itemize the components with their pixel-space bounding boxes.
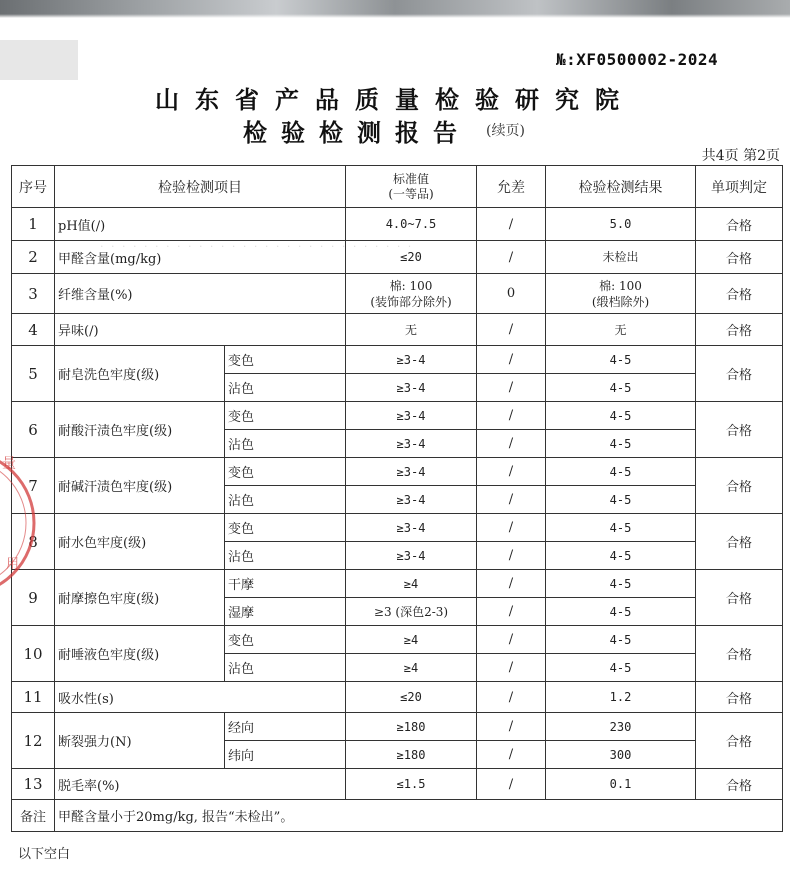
row-tolerance: / — [477, 626, 546, 654]
row-result: 4-5 — [546, 654, 696, 682]
row-result-line1: 棉: 100 — [599, 278, 642, 293]
sub-item: 变色 — [225, 346, 346, 374]
note-row — [12, 800, 783, 832]
row-item: pH值(/) — [55, 208, 346, 241]
row-standard: ≥3-4 — [346, 486, 477, 514]
svg-text:用: 用 — [6, 557, 20, 572]
table-row — [12, 682, 783, 713]
row-tolerance: / — [477, 374, 546, 402]
row-result: 4-5 — [546, 430, 696, 458]
sub-item: 变色 — [225, 514, 346, 542]
row-verdict: 合格 — [696, 570, 783, 626]
table-row — [12, 274, 783, 314]
row-item: 异味(/) — [55, 314, 346, 346]
row-tolerance: / — [477, 346, 546, 374]
row-item: 耐皂洗色牢度(级) — [55, 346, 225, 402]
row-result: 4-5 — [546, 514, 696, 542]
row-tolerance: / — [477, 741, 546, 769]
row-result: 300 — [546, 741, 696, 769]
sub-item: 变色 — [225, 626, 346, 654]
row-result: 4-5 — [546, 458, 696, 486]
row-standard: ≥3-4 — [346, 374, 477, 402]
sub-item: 沾色 — [225, 430, 346, 458]
table-row — [12, 402, 783, 430]
redacted-area — [0, 40, 78, 80]
row-standard: ≥3-4 — [346, 458, 477, 486]
row-item: 断裂强力(N) — [55, 713, 225, 769]
row-tolerance: / — [477, 402, 546, 430]
row-result: 4-5 — [546, 486, 696, 514]
row-tolerance: / — [477, 542, 546, 570]
row-result: 230 — [546, 713, 696, 741]
row-standard: ≤20 — [346, 241, 477, 274]
row-no: 2 — [12, 241, 55, 274]
row-standard: ≥180 — [346, 713, 477, 741]
row-verdict: 合格 — [696, 402, 783, 458]
sub-item: 沾色 — [225, 374, 346, 402]
row-standard-line1: 棉: 100 — [389, 278, 433, 293]
table-header-row — [12, 166, 783, 208]
row-result: 4-5 — [546, 346, 696, 374]
row-item: 吸水性(s) — [55, 682, 346, 713]
row-item: 耐摩擦色牢度(级) — [55, 570, 225, 626]
table-row — [12, 208, 783, 241]
col-header-tolerance: 允差 — [477, 166, 546, 208]
row-standard: 无 — [346, 314, 477, 346]
row-no: 8 — [12, 514, 55, 570]
table-row — [12, 570, 783, 598]
report-title: 检验检测报告 — [243, 118, 471, 147]
row-standard — [346, 274, 477, 314]
row-tolerance: / — [477, 241, 546, 274]
col-header-standard-line1: 标准值 — [392, 171, 429, 186]
row-item: 脱毛率(%) — [55, 769, 346, 800]
row-verdict: 合格 — [696, 458, 783, 514]
sub-item: 干摩 — [225, 570, 346, 598]
row-item: 耐酸汗渍色牢度(级) — [55, 402, 225, 458]
row-standard: ≥4 — [346, 654, 477, 682]
table-row — [12, 626, 783, 654]
institute-title: 山东省产品质量检验研究院 — [155, 85, 635, 114]
sub-item: 经向 — [225, 713, 346, 741]
row-no: 9 — [12, 570, 55, 626]
row-tolerance: / — [477, 458, 546, 486]
row-tolerance: / — [477, 208, 546, 241]
row-item: 甲醛含量(mg/kg) — [55, 241, 346, 274]
table-row — [12, 514, 783, 542]
row-standard: ≥4 — [346, 626, 477, 654]
row-result — [546, 274, 696, 314]
note-label: 备注 — [12, 800, 55, 832]
sub-item: 湿摩 — [225, 598, 346, 626]
row-result: 4-5 — [546, 374, 696, 402]
row-result-line2: (缎档除外) — [591, 294, 650, 309]
row-verdict: 合格 — [696, 346, 783, 402]
row-standard: ≤1.5 — [346, 769, 477, 800]
row-verdict: 合格 — [696, 713, 783, 769]
row-no: 13 — [12, 769, 55, 800]
sub-item: 变色 — [225, 458, 346, 486]
row-tolerance: / — [477, 430, 546, 458]
row-no: 4 — [12, 314, 55, 346]
row-standard: ≥3-4 — [346, 402, 477, 430]
row-standard: ≥3-4 — [346, 514, 477, 542]
row-item: 纤维含量(%) — [55, 274, 346, 314]
col-header-item: 检验检测项目 — [55, 166, 346, 208]
col-header-result: 检验检测结果 — [546, 166, 696, 208]
row-standard: ≥3 (深色2-3) — [346, 598, 477, 626]
sub-item: 变色 — [225, 402, 346, 430]
col-header-standard — [346, 166, 477, 208]
sub-item: 纬向 — [225, 741, 346, 769]
sub-item: 沾色 — [225, 486, 346, 514]
row-tolerance: / — [477, 514, 546, 542]
row-result: 0.1 — [546, 769, 696, 800]
row-no: 5 — [12, 346, 55, 402]
row-no: 1 — [12, 208, 55, 241]
row-no: 3 — [12, 274, 55, 314]
inspection-table — [11, 165, 783, 832]
header-photo-strip — [0, 0, 790, 18]
sub-item: 沾色 — [225, 542, 346, 570]
table-row — [12, 346, 783, 374]
row-result: 无 — [546, 314, 696, 346]
row-standard: ≤20 — [346, 682, 477, 713]
row-tolerance: / — [477, 314, 546, 346]
row-tolerance: 0 — [477, 274, 546, 314]
table-row — [12, 241, 783, 274]
row-verdict: 合格 — [696, 514, 783, 570]
note-text: 甲醛含量小于20mg/kg, 报告“未检出”。 — [55, 800, 783, 832]
row-tolerance: / — [477, 598, 546, 626]
row-tolerance: / — [477, 486, 546, 514]
row-verdict: 合格 — [696, 314, 783, 346]
row-verdict: 合格 — [696, 274, 783, 314]
row-result: 4-5 — [546, 626, 696, 654]
row-result: 4-5 — [546, 598, 696, 626]
row-result: 4-5 — [546, 542, 696, 570]
row-no: 6 — [12, 402, 55, 458]
row-verdict: 合格 — [696, 682, 783, 713]
continuation-note: (续页) — [486, 123, 525, 139]
row-verdict: 合格 — [696, 626, 783, 682]
page-info: 共4页 第2页 — [701, 148, 780, 164]
table-row — [12, 458, 783, 486]
sub-item: 沾色 — [225, 654, 346, 682]
row-standard-line2: (装饰部分除外) — [370, 294, 452, 309]
row-result: 未检出 — [546, 241, 696, 274]
row-tolerance: / — [477, 769, 546, 800]
watermark: · · · · · · · · · · · · · · · · · · · · · · · · · · · · · — [100, 240, 414, 253]
row-standard: ≥4 — [346, 570, 477, 598]
table-row — [12, 713, 783, 741]
col-header-verdict: 单项判定 — [696, 166, 783, 208]
row-result: 5.0 — [546, 208, 696, 241]
row-standard: ≥3-4 — [346, 542, 477, 570]
row-result: 4-5 — [546, 570, 696, 598]
blank-below-note: 以下空白 — [18, 847, 71, 862]
row-no: 11 — [12, 682, 55, 713]
row-verdict: 合格 — [696, 241, 783, 274]
row-standard: ≥3-4 — [346, 346, 477, 374]
table-row — [12, 314, 783, 346]
table-row — [12, 769, 783, 800]
row-standard: 4.0~7.5 — [346, 208, 477, 241]
row-no: 10 — [12, 626, 55, 682]
row-verdict: 合格 — [696, 208, 783, 241]
col-header-standard-line2: (一等品) — [388, 186, 434, 201]
row-result: 1.2 — [546, 682, 696, 713]
row-item: 耐碱汗渍色牢度(级) — [55, 458, 225, 514]
row-tolerance: / — [477, 682, 546, 713]
row-standard: ≥180 — [346, 741, 477, 769]
row-verdict: 合格 — [696, 769, 783, 800]
row-item: 耐唾液色牢度(级) — [55, 626, 225, 682]
row-no: 7 — [12, 458, 55, 514]
report-number: №:XF0500002-2024 — [556, 50, 719, 69]
row-tolerance: / — [477, 654, 546, 682]
row-tolerance: / — [477, 570, 546, 598]
row-tolerance: / — [477, 713, 546, 741]
row-no: 12 — [12, 713, 55, 769]
row-standard: ≥3-4 — [346, 430, 477, 458]
col-header-no: 序号 — [12, 166, 55, 208]
svg-text:量: 量 — [2, 456, 16, 472]
row-result: 4-5 — [546, 402, 696, 430]
row-item: 耐水色牢度(级) — [55, 514, 225, 570]
